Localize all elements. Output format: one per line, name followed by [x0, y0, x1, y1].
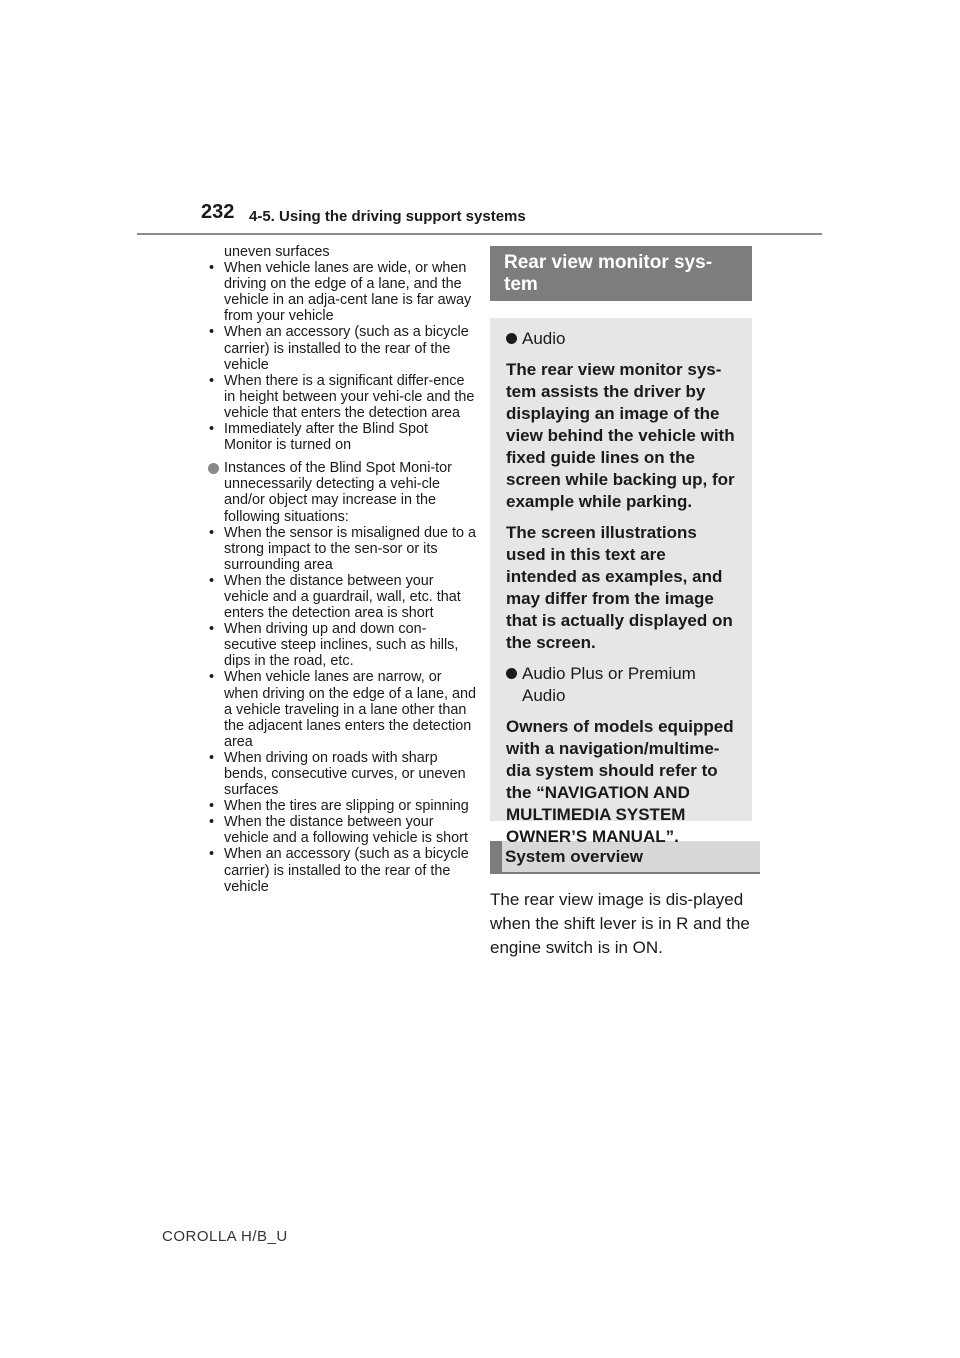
section-heading: Rear view monitor sys-tem — [490, 246, 752, 301]
list-item: • When the sensor is misaligned due to a strong impact to the sen-sor or its surrounding area — [208, 525, 478, 573]
list-item: • When driving on roads with sharp bends, consecutive curves, or uneven surfaces — [208, 750, 478, 798]
circle-bullet-icon — [208, 463, 219, 474]
list-item: • When vehicle lanes are wide, or when driving on the edge of a lane, and the vehicle in an adja-cent lane is far away from your vehicle — [208, 260, 478, 324]
option-label: Audio — [522, 329, 566, 348]
list-item: • When an accessory (such as a bicycle carrier) is installed to the rear of the vehicle — [208, 846, 478, 894]
overview-text: The rear view image is dis-played when the shift lever is in R and the engine switch is in ON. — [490, 890, 750, 957]
intro-paragraph: The rear view monitor sys-tem assists the driver by displaying an image of the view behind the vehicle with fixed guide lines on the screen while backing up, for example while parking. — [506, 360, 735, 511]
page-number: 232 — [201, 201, 235, 223]
circle-item — [208, 460, 478, 524]
option-label: Audio Plus or Premium Audio — [522, 664, 696, 705]
list-item: • When vehicle lanes are narrow, or when driving on the edge of a lane, and a vehicle traveling in a lane other than the adjacent lanes enters the detection area — [208, 669, 478, 749]
list-item: • When the distance between your vehicle and a following vehicle is short — [208, 814, 478, 846]
bullet-list-b — [208, 525, 478, 895]
subsection-heading: System overview — [490, 841, 760, 874]
left-column — [208, 244, 478, 895]
continued-text: uneven surfaces — [224, 244, 330, 260]
list-item: • Immediately after the Blind Spot Monitor is turned on — [208, 421, 478, 453]
bullet-list-a — [208, 260, 478, 453]
list-item: • When there is a significant differ-ence in height between your vehi-cle and the vehicle that enters the detection area — [208, 373, 478, 421]
list-item: • When driving up and down con-secutive steep inclines, such as hills, dips in the road, etc. — [208, 621, 478, 669]
info-box — [490, 318, 752, 846]
list-item: • When the tires are slipping or spinning — [208, 798, 478, 814]
list-item: • When an accessory (such as a bicycle carrier) is installed to the rear of the vehicle — [208, 324, 478, 372]
list-item: • When the distance between your vehicle and a guardrail, wall, etc. that enters the detection area is short — [208, 573, 478, 621]
navigation-note: Owners of models equipped with a navigation/multime-dia system should refer to the “NAVIGATION AND MULTIMEDIA SYSTEM OWNER’S MANUAL”. — [506, 717, 734, 846]
filled-circle-icon — [506, 333, 517, 344]
right-column — [490, 246, 752, 960]
footer-model-code: COROLLA H/B_U — [162, 1228, 288, 1245]
option-audio — [506, 328, 740, 350]
section-title: 4-5. Using the driving support systems — [249, 208, 526, 225]
header-rule — [137, 233, 822, 235]
filled-circle-icon — [506, 668, 517, 679]
illustration-note: The screen illustrations used in this text are intended as examples, and may differ from the image that is actually displayed on the screen. — [506, 523, 733, 652]
circle-item-text: Instances of the Blind Spot Moni-tor unnecessarily detecting a vehi-cle and/or object may increase in the following situations: — [224, 460, 452, 525]
option-audio-plus — [506, 663, 740, 707]
